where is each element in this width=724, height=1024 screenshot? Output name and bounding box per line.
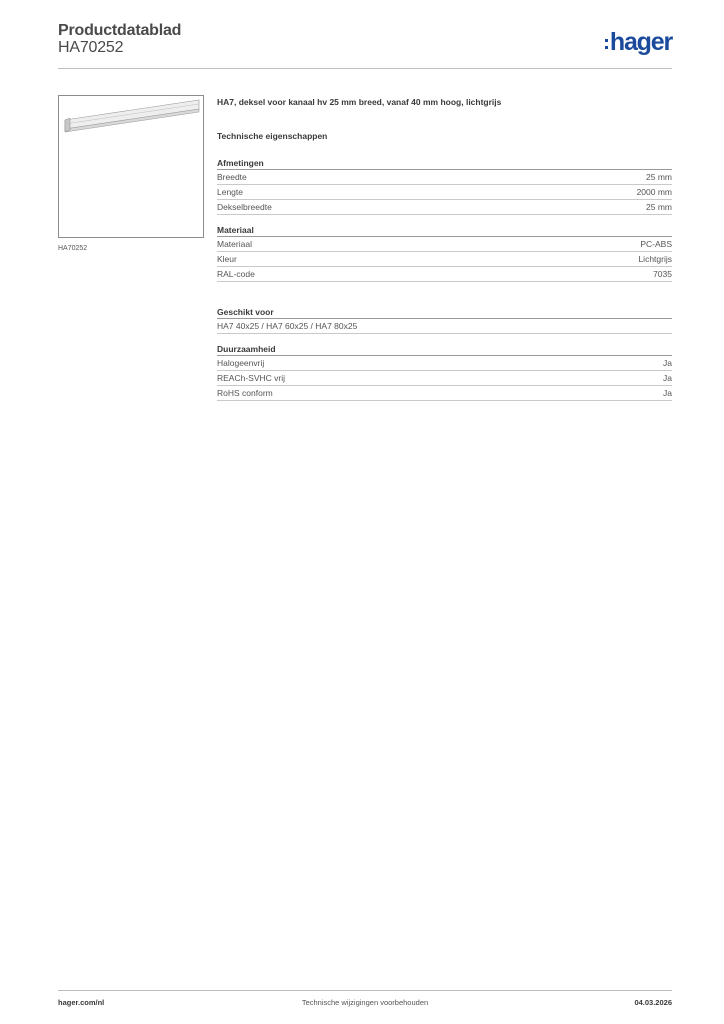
section-title: Duurzaamheid: [217, 343, 672, 356]
property-label: Breedte: [217, 172, 247, 182]
property-label: RoHS conform: [217, 388, 273, 398]
image-caption: HA70252: [58, 245, 88, 252]
document-header: [58, 22, 672, 68]
property-label: Halogeenvrij: [217, 358, 265, 368]
property-value: Ja: [663, 388, 672, 398]
property-value: PC-ABS: [640, 239, 672, 249]
property-label: Materiaal: [217, 239, 252, 249]
logo-mark-icon: [605, 39, 608, 49]
hager-logo: [605, 29, 672, 55]
section-duurzaamheid: [217, 343, 672, 401]
section-materiaal: [217, 224, 672, 282]
table-row: [217, 200, 672, 215]
product-code: HA70252: [58, 39, 124, 56]
property-label: Kleur: [217, 254, 237, 264]
table-row: [217, 252, 672, 267]
table-row: [217, 267, 672, 282]
section-afmetingen: [217, 157, 672, 215]
property-label: HA7 40x25 / HA7 60x25 / HA7 80x25: [217, 321, 358, 331]
property-value: Lichtgrijs: [638, 254, 672, 264]
footer-notice: Technische wijzigingen voorbehouden: [301, 998, 429, 1007]
product-image: [58, 95, 204, 238]
property-label: REACh-SVHC vrij: [217, 373, 286, 383]
table-row: [217, 170, 672, 185]
property-value: 2000 mm: [636, 187, 672, 197]
section-title: Geschikt voor: [217, 306, 672, 319]
section-spacer: [217, 291, 672, 306]
table-row: [217, 356, 672, 371]
footer-date: 04.03.2026: [634, 998, 672, 1007]
product-name: HA7, deksel voor kanaal hv 25 mm breed, vanaf 40 mm hoog, lichtgrijs: [217, 97, 502, 107]
property-label: RAL-code: [217, 269, 255, 279]
logo-text: hager: [609, 28, 672, 56]
section-geschikt-voor: [217, 306, 672, 334]
table-row: [217, 371, 672, 386]
document-footer: [58, 998, 672, 1010]
table-row: [217, 319, 672, 334]
property-label: Dekselbreedte: [217, 202, 272, 212]
property-value: Ja: [663, 358, 672, 368]
footer-website-link[interactable]: hager.com/nl: [58, 998, 105, 1007]
table-row: [217, 386, 672, 401]
table-row: [217, 237, 672, 252]
table-row: [217, 185, 672, 200]
page-title: Productdatablad: [58, 22, 182, 39]
footer-divider: [58, 990, 672, 991]
section-title: Afmetingen: [217, 157, 672, 170]
property-value: 7035: [653, 269, 672, 279]
section-title: Materiaal: [217, 224, 672, 237]
property-value: 25 mm: [646, 172, 672, 182]
property-value: Ja: [663, 373, 672, 383]
technical-properties-heading: Technische eigenschappen: [217, 131, 328, 141]
header-divider: [58, 68, 672, 69]
property-label: Lengte: [217, 187, 243, 197]
product-details: [217, 97, 672, 410]
cable-duct-cover-icon: [59, 96, 205, 239]
property-value: 25 mm: [646, 202, 672, 212]
